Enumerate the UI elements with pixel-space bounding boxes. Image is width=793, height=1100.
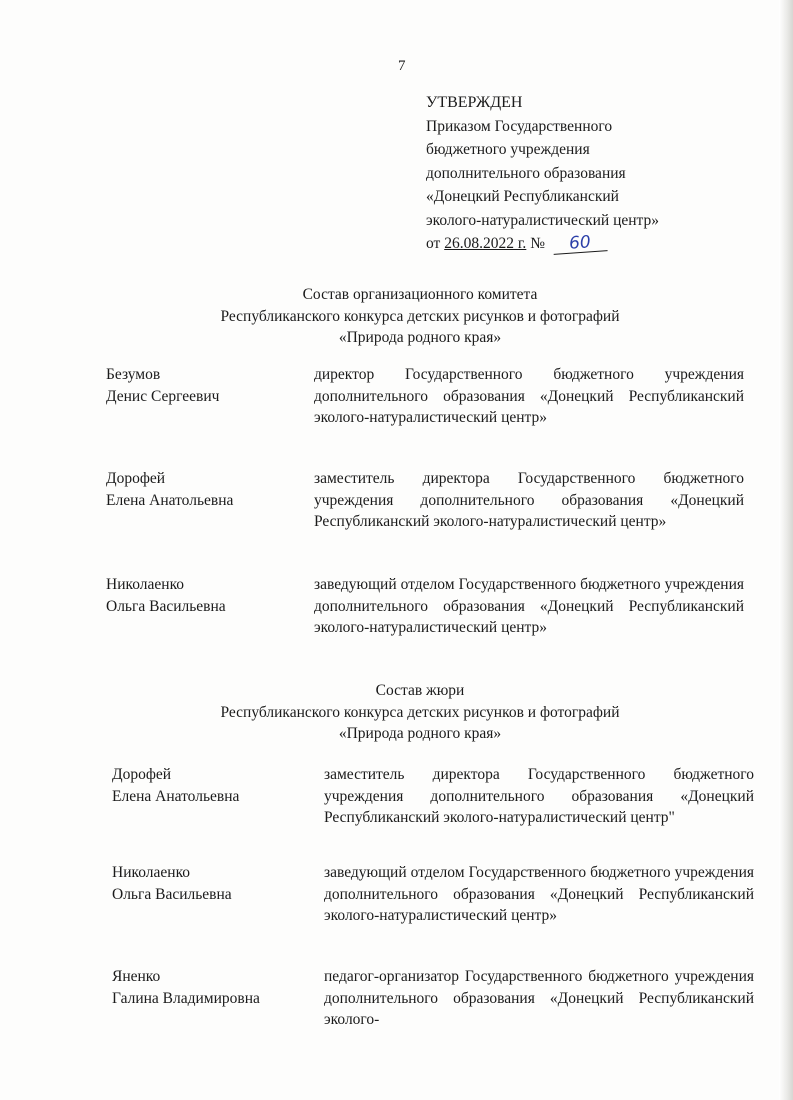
committee-title bbox=[100, 284, 740, 349]
member-given-names: Ольга Васильевна bbox=[106, 597, 226, 615]
handwritten-order-number: 60 bbox=[552, 232, 607, 255]
approval-heading: УТВЕРЖДЕН bbox=[426, 94, 523, 111]
title-line: Состав организационного комитета bbox=[302, 286, 538, 303]
member-given-names: Ольга Васильевна bbox=[112, 885, 232, 903]
title-line: Состав жюри bbox=[375, 682, 465, 699]
member-position: заместитель директора Государственного бюджетного учреждения дополнительного образования «Донецкий Республиканский эколого-натуралистический центр" bbox=[324, 766, 754, 826]
approval-line: дополнительного образования bbox=[426, 164, 626, 182]
member-surname: Яненко bbox=[112, 968, 161, 985]
approval-line: эколого-натуралистический центр» bbox=[426, 211, 660, 229]
member-name bbox=[106, 574, 306, 617]
title-line: Республиканского конкурса детских рисунков и фотографий bbox=[220, 703, 620, 721]
title-line: «Природа родного края» bbox=[338, 329, 502, 346]
member-name bbox=[106, 468, 306, 511]
member-surname: Безумов bbox=[106, 366, 161, 383]
member-surname: Николаенко bbox=[112, 864, 191, 881]
number-prefix: № bbox=[526, 235, 549, 252]
member-given-names: Елена Анатольевна bbox=[112, 787, 240, 805]
member-given-names: Елена Анатольевна bbox=[106, 491, 234, 509]
approval-line: «Донецкий Республиканский bbox=[426, 188, 619, 205]
title-line: Республиканского конкурса детских рисунков и фотографий bbox=[220, 307, 620, 325]
jury-title bbox=[100, 680, 740, 745]
member-name bbox=[106, 364, 306, 407]
date-prefix: от bbox=[426, 235, 445, 252]
member-given-names: Денис Сергеевич bbox=[106, 387, 220, 405]
approval-block bbox=[426, 92, 756, 257]
member-position: директор Государственного бюджетного учреждения дополнительного образования «Донецкий Республиканский эколого-натуралистический центр» bbox=[314, 366, 744, 426]
member-position: педагог-организатор Государственного бюджетного учреждения дополнительного образования «Донецкий Республиканский эколого- bbox=[324, 968, 754, 1028]
member-position: заместитель директора Государственного бюджетного учреждения дополнительного образования «Донецкий Республиканский эколого-натуралистический центр» bbox=[314, 470, 744, 530]
approval-line: бюджетного учреждения bbox=[426, 141, 590, 158]
member-position: заведующий отделом Государственного бюджетного учреждения дополнительного образования «Донецкий Республиканский эколого-натуралистический центр» bbox=[314, 576, 744, 636]
member-name bbox=[112, 764, 312, 807]
approval-date-line bbox=[426, 233, 756, 257]
approval-line: Приказом Государственного bbox=[426, 117, 613, 135]
member-surname: Дорофей bbox=[112, 766, 172, 783]
member-surname: Дорофей bbox=[106, 470, 166, 487]
page-edge-shadow bbox=[779, 0, 793, 1100]
member-name bbox=[112, 966, 312, 1009]
member-given-names: Галина Владимировна bbox=[112, 989, 260, 1007]
member-name bbox=[112, 862, 312, 905]
title-line: «Природа родного края» bbox=[338, 725, 502, 742]
order-date: 26.08.2022 г. bbox=[444, 235, 527, 252]
page-number: 7 bbox=[398, 58, 406, 74]
member-surname: Николаенко bbox=[106, 576, 185, 593]
member-position: заведующий отделом Государственного бюджетного учреждения дополнительного образования «Донецкий Республиканский эколого-натуралистический центр» bbox=[324, 864, 754, 924]
